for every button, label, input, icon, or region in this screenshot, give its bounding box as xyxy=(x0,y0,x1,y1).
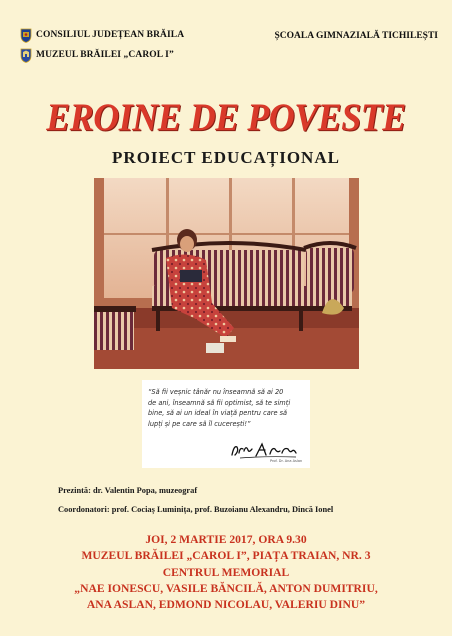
header-museum-row xyxy=(20,45,184,65)
museum-crest-icon xyxy=(20,48,32,63)
quote-line: bine, să ai un ideal în viață pentru care să xyxy=(148,409,288,417)
portrait-photo-illustration xyxy=(94,178,359,369)
event-center: CENTRUL MEMORIAL xyxy=(162,566,290,579)
event-date-time: JOI, 2 MARTIE 2017, ORA 9.30 xyxy=(145,533,307,546)
main-title: EROINE DE POVESTE xyxy=(46,95,406,139)
museum-name: MUZEUL BRĂILEI „CAROL I” xyxy=(36,50,174,60)
quote-line: de ani, înseamnă să fii optimist, să te simți xyxy=(148,398,291,407)
subtitle: PROIECT EDUCAȚIONAL xyxy=(112,148,340,167)
event-venue: MUZEUL BRĂILEI „CAROL I”, PIAȚA TRAIAN, NR. 3 xyxy=(81,549,371,562)
header-county-row xyxy=(20,25,184,45)
portrait-photo xyxy=(94,178,359,369)
presenter-credit: Prezintă: dr. Valentin Popa, muzeograf xyxy=(58,486,198,495)
header-organizations xyxy=(20,25,184,65)
quote-card xyxy=(142,380,310,468)
county-council-name: CONSILIUL JUDEȚEAN BRĂILA xyxy=(36,30,185,40)
signature-caption: Prof. Dr. Ana Aslan xyxy=(270,459,303,463)
coordinators-credit: Coordonatori: prof. Cociaș Luminița, prof. Buzoianu Alexandru, Dincă Ionel xyxy=(58,505,334,514)
event-names-line-2: ANA ASLAN, EDMOND NICOLAU, VALERIU DINU” xyxy=(86,598,366,611)
quote-line: “Să fii veșnic tânăr nu înseamnă să ai 20 xyxy=(148,388,284,396)
county-crest-icon xyxy=(20,28,32,43)
school-name: ȘCOALA GIMNAZIALĂ TICHILEȘTI xyxy=(274,31,438,41)
quote-text xyxy=(148,387,306,429)
event-names-line-1: „NAE IONESCU, VASILE BĂNCILĂ, ANTON DUMITRIU, xyxy=(74,582,378,595)
quote-line: lupți și pe care să îl cucerești!” xyxy=(148,419,251,428)
